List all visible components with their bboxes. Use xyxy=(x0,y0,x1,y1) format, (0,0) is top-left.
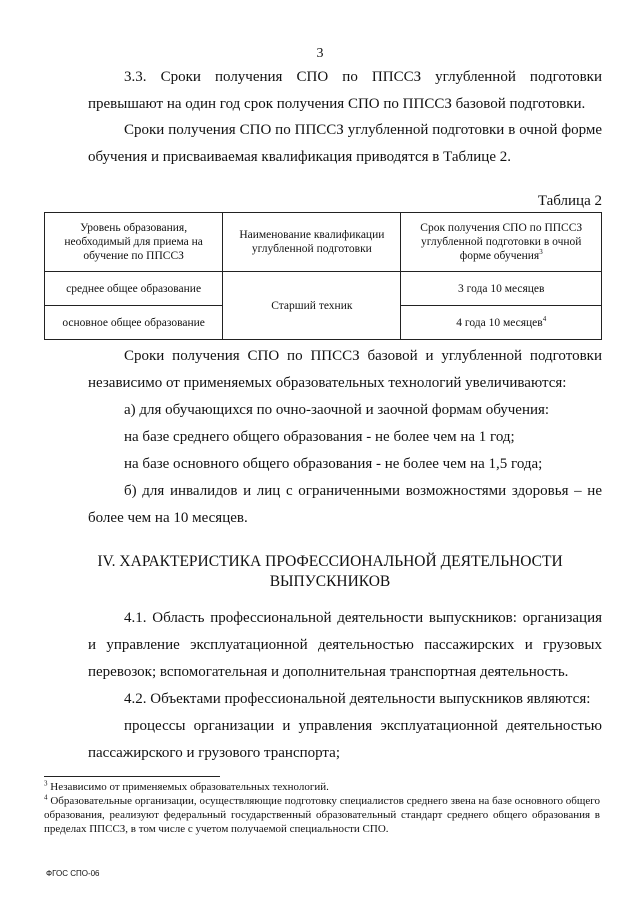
list-item-b: б) для инвалидов и лиц с ограниченными возможностями здоровья – не более чем на 10 месяцев. xyxy=(88,483,602,526)
footnotes xyxy=(44,780,600,836)
footnote-item xyxy=(44,794,600,836)
section-heading-line1: IV. ХАРАКТЕРИСТИКА ПРОФЕССИОНАЛЬНОЙ ДЕЯТЕЛЬНОСТИ xyxy=(97,553,563,570)
table-row xyxy=(45,272,602,306)
footnote-number: 4 xyxy=(44,793,48,802)
paragraph-3-3: 3.3. Сроки получения СПО по ППССЗ углубленной подготовки превышают на один год срок получения СПО по ППССЗ базовой подготовки. xyxy=(88,69,602,112)
header-term-text: Срок получения СПО по ППССЗ углубленной подготовки в очной форме обучения xyxy=(420,222,583,262)
header-qualification: Наименование квалификации углубленной подготовки xyxy=(223,213,401,272)
table-header-row xyxy=(45,213,602,272)
cell-term-text: 4 года 10 месяцев xyxy=(456,316,543,329)
header-education-level: Уровень образования, необходимый для приема на обучение по ППССЗ xyxy=(45,213,223,272)
footnote-text: Образовательные организации, осуществляющие подготовку специалистов среднего звена на базе основного общего образования, реализуют федеральный государственный образовательный стандарт среднего общего образования в пределах ППССЗ, в том числе с учетом получаемой специальности СПО. xyxy=(44,795,600,835)
footnote-ref-3: 3 xyxy=(539,248,543,257)
table-2 xyxy=(44,212,602,340)
paragraph-increase: Сроки получения СПО по ППССЗ базовой и углубленной подготовки независимо от применяемых образовательных технологий увеличиваются: xyxy=(88,348,602,391)
cell-term xyxy=(401,306,602,340)
paragraph-4-2: 4.2. Объектами профессиональной деятельности выпускников являются: xyxy=(124,691,591,707)
section-heading-line2: ВЫПУСКНИКОВ xyxy=(269,573,391,590)
cell-education-level: среднее общее образование xyxy=(45,272,223,306)
paragraph-processes: процессы организации и управления эксплуатационной деятельностью пассажирского и грузового транспорта; xyxy=(88,718,602,761)
footnote-item xyxy=(44,780,600,794)
section-heading xyxy=(60,552,600,592)
paragraph-terms-intro: Сроки получения СПО по ППССЗ углубленной подготовки в очной форме обучения и присваиваемая квалификация приводятся в Таблице 2. xyxy=(88,122,602,165)
footnote-number: 3 xyxy=(44,779,48,788)
footnote-text: Независимо от применяемых образовательных технологий. xyxy=(50,781,329,793)
header-term xyxy=(401,213,602,272)
cell-term xyxy=(401,272,602,306)
list-item-a1: на базе среднего общего образования - не более чем на 1 год; xyxy=(124,429,515,445)
cell-education-level: основное общее образование xyxy=(45,306,223,340)
document-code: ФГОС СПО-06 xyxy=(46,869,100,878)
list-item-a: а) для обучающихся по очно-заочной и заочной формам обучения: xyxy=(124,402,550,418)
footnote-divider xyxy=(44,776,220,777)
cell-qualification: Старший техник xyxy=(223,272,401,340)
cell-term-text: 3 года 10 месяцев xyxy=(458,282,545,295)
table-caption: Таблица 2 xyxy=(537,193,602,209)
paragraph-4-1: 4.1. Область профессиональной деятельности выпускников: организация и управление эксплуатационной деятельностью пассажирских и грузовых перевозок; вспомогательная и дополнительная транспортная деятельность. xyxy=(88,610,602,680)
footnote-ref-4: 4 xyxy=(542,314,547,323)
page-number: 3 xyxy=(316,46,324,61)
list-item-a2: на базе основного общего образования - не более чем на 1,5 года; xyxy=(124,456,543,472)
